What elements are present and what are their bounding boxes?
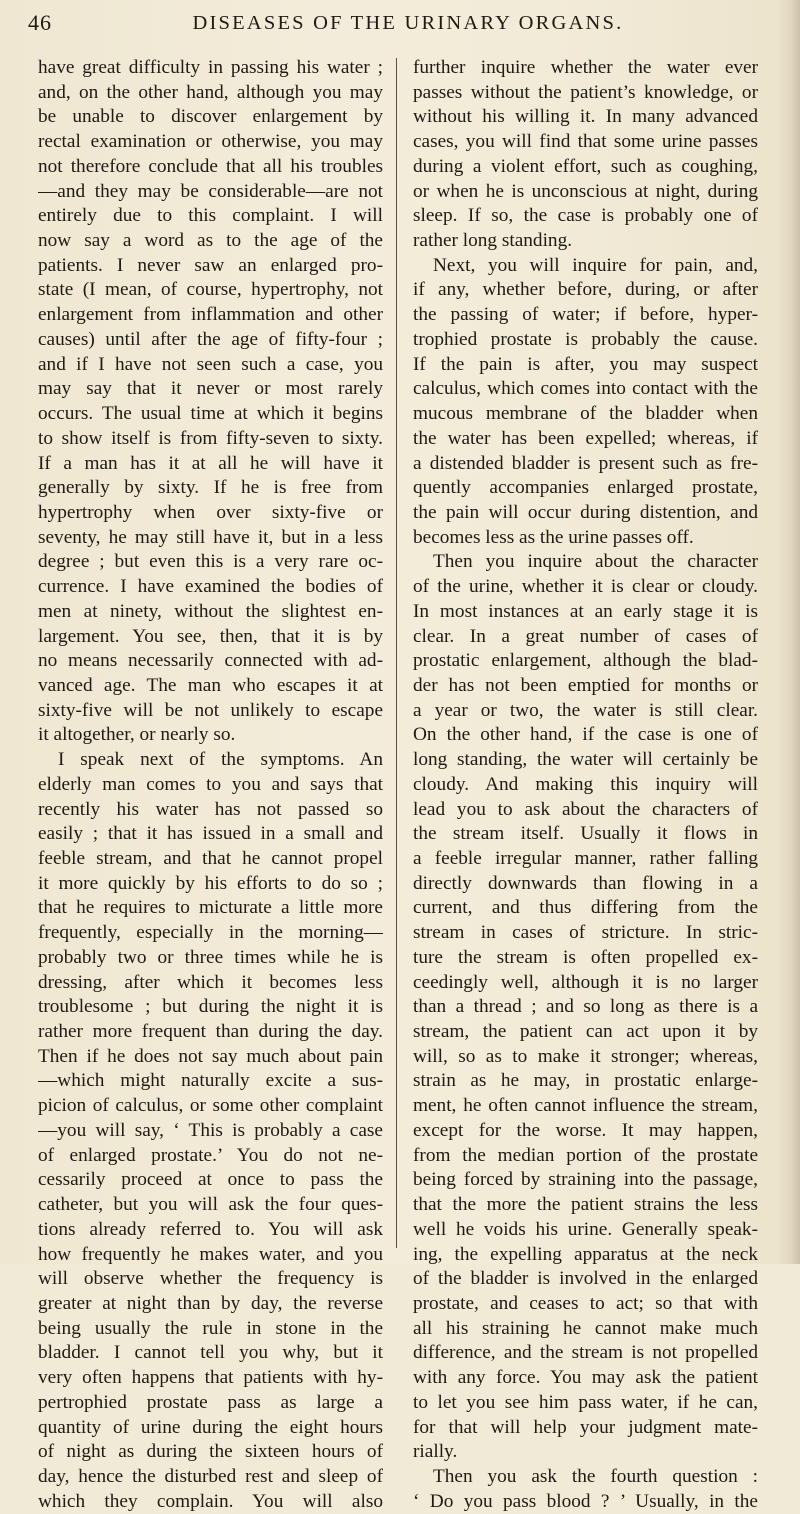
text-line: prostate, and ceases to act; so that with (413, 1292, 758, 1314)
text-line: occurs. The usual time at which it begins (38, 403, 383, 425)
text-line: long standing, the water will certainly be (413, 749, 758, 771)
text-line: clear. In a great number of cases of (413, 625, 758, 647)
running-head (28, 10, 768, 44)
text-line: Then if he does not say much about pain (38, 1045, 383, 1067)
text-line: how frequently he makes water, and you (38, 1243, 383, 1265)
page-edge-shadow (778, 0, 800, 1264)
text-line: the water has been expelled; whereas, if (413, 427, 758, 449)
text-line: all his straining he cannot make much (413, 1317, 758, 1339)
text-line: except for the worse. It may happen, (413, 1119, 758, 1141)
text-line: which they complain. You will also (38, 1490, 383, 1512)
right-text-column (413, 56, 758, 1514)
text-line: becomes less as the urine passes off. (413, 526, 694, 548)
text-line: prostatic enlargement, although the blad- (413, 650, 758, 672)
text-line: ‘ Do you pass blood ? ’ Usually, in the (413, 1490, 758, 1512)
text-line: If a man has it at all he will have it (38, 452, 383, 474)
text-line: Then you ask the fourth question : (433, 1465, 758, 1487)
text-line: frequently, especially in the morning— (38, 922, 383, 944)
text-line: tions already referred to. You will ask (38, 1218, 383, 1240)
text-line: cases, you will find that some urine passes (413, 131, 758, 153)
text-line: patients. I never saw an enlarged pro- (38, 254, 383, 276)
text-line: that he requires to micturate a little more (38, 897, 383, 919)
text-line: mucous membrane of the bladder when (413, 403, 758, 425)
text-line: strain as he may, in prostatic enlarge- (413, 1070, 758, 1092)
text-line: and, on the other hand, although you may (38, 81, 383, 103)
text-line: ture the stream is often propelled ex- (413, 946, 758, 968)
text-line: seventy, he may still have it, but in a less (38, 526, 383, 548)
text-line: for that will help your judgment mate- (413, 1416, 758, 1438)
text-line: elderly man comes to you and says that (38, 773, 383, 795)
text-line: state (I mean, of course, hypertrophy, not (38, 279, 383, 301)
text-line: of the bladder is involved in the enlarged (413, 1268, 758, 1290)
text-line: lead you to ask about the characters of (413, 798, 758, 820)
text-line: —and they may be considerable—are not (38, 180, 383, 202)
text-line: Next, you will inquire for pain, and, (433, 254, 758, 276)
text-line: troublesome ; but during the night it is (38, 996, 383, 1018)
text-line: the stream itself. Usually it flows in (413, 823, 758, 845)
text-line: easily ; that it has issued in a small and (38, 823, 383, 845)
text-line: with any force. You may ask the patient (413, 1367, 758, 1389)
text-line: stream in cases of stricture. In stric- (413, 922, 758, 944)
text-line: rectal examination or otherwise, you may (38, 131, 383, 153)
page-number: 46 (28, 10, 52, 35)
text-line: vanced age. The man who escapes it at (38, 674, 383, 696)
text-line: —you will say, ‘ This is probably a case (38, 1119, 383, 1141)
text-line: rially. (413, 1441, 458, 1463)
text-line: a distended bladder is present such as fre- (413, 452, 758, 474)
text-line: difference, and the stream is not propelled (413, 1342, 758, 1364)
text-line: to let you see him pass water, if he can, (413, 1391, 758, 1413)
text-line: men at ninety, without the slightest en- (38, 600, 383, 622)
text-line: or when he is unconscious at night, during (413, 180, 758, 202)
text-line: probably two or three times while he is (38, 946, 383, 968)
text-line: a year or two, the water is still clear. (413, 699, 758, 721)
text-line: now say a word as to the age of the (38, 230, 383, 252)
text-line: causes) until after the age of fifty-four ; (38, 328, 383, 350)
text-line: largement. You see, then, that it is by (38, 625, 383, 647)
text-line: than a thread ; and so long as there is a (413, 996, 758, 1018)
text-line: will observe whether the frequency is (38, 1268, 383, 1290)
text-line: the passing of water; if before, hyper- (413, 304, 758, 326)
text-line: stream, the patient can act upon it by (413, 1021, 758, 1043)
text-line: of night as during the sixteen hours of (38, 1441, 383, 1463)
text-line: dressing, after which it becomes less (38, 971, 383, 993)
text-line: a feeble irregular manner, rather falling (413, 848, 758, 869)
text-line: of enlarged prostate.’ You do not ne- (38, 1144, 383, 1166)
text-line: der has not been emptied for months or (413, 674, 758, 696)
text-line: cloudy. And making this inquiry will (413, 773, 758, 795)
text-line: during a violent effort, such as coughing, (413, 155, 758, 177)
text-line: of the urine, whether it is clear or cloudy. (413, 576, 758, 598)
text-line: ment, he often cannot influence the stream, (413, 1095, 758, 1117)
text-line: without his willing it. In many advanced (413, 106, 758, 128)
text-line: recently his water has not passed so (38, 798, 383, 820)
text-line: have great difficulty in passing his water ; (38, 57, 383, 78)
text-line: If the pain is after, you may suspect (413, 353, 758, 375)
text-line: quently accompanies enlarged prostate, (413, 477, 758, 499)
text-line: may say that it never or most rarely (38, 378, 383, 400)
text-line: it more quickly by his efforts to do so ; (38, 872, 383, 894)
text-line: sleep. If so, the case is probably one of (413, 205, 758, 227)
text-line: it altogether, or nearly so. (38, 724, 236, 746)
text-line: —which might naturally excite a sus- (38, 1070, 383, 1092)
text-line: In most instances at an early stage it is (413, 600, 758, 622)
text-line: not therefore conclude that all his troubles (38, 155, 383, 177)
text-line: being usually the rule in stone in the (38, 1317, 383, 1339)
text-line: be unable to discover enlargement by (38, 106, 383, 128)
text-line: pertrophied prostate pass as large a (38, 1391, 383, 1413)
text-line: sixty-five will be not unlikely to escape (38, 699, 383, 721)
text-line: currence. I have examined the bodies of (38, 576, 383, 598)
text-line: generally by sixty. If he is free from (38, 477, 383, 499)
text-line: passes without the patient’s knowledge, or (413, 81, 758, 103)
text-line: entirely due to this complaint. I will (38, 205, 383, 227)
text-line: Then you inquire about the character (433, 551, 758, 573)
text-line: from the median portion of the prostate (413, 1144, 758, 1166)
text-line: catheter, but you will ask the four ques- (38, 1194, 383, 1216)
column-divider (396, 58, 397, 1248)
text-line: calculus, which comes into contact with the (413, 378, 758, 400)
text-line: greater at night than by day, the reverse (38, 1292, 383, 1314)
text-line: ing, the expelling apparatus at the neck (413, 1243, 758, 1265)
text-line: directly downwards than flowing in a (413, 872, 758, 894)
text-line: if any, whether before, during, or after (413, 279, 758, 301)
running-title: DISEASES OF THE URINARY ORGANS. (192, 12, 624, 34)
text-line: day, hence the disturbed rest and sleep of (38, 1465, 383, 1487)
text-line: degree ; but even this is a very rare oc- (38, 551, 383, 573)
text-line: On the other hand, if the case is one of (413, 724, 758, 746)
text-line: will, so as to make it stronger; whereas, (413, 1045, 758, 1067)
text-line: and if I have not seen such a case, you (38, 353, 383, 375)
text-line: that the more the patient strains the less (413, 1194, 758, 1216)
text-line: enlargement from inflammation and other (38, 304, 383, 326)
text-line: trophied prostate is probably the cause. (413, 328, 758, 350)
text-line: current, and thus differing from the (413, 897, 758, 919)
text-line: ceedingly well, although it is no larger (413, 971, 758, 993)
text-line: very often happens that patients with hy- (38, 1367, 383, 1389)
text-line: rather long standing. (413, 230, 573, 252)
text-line: no means necessarily connected with ad- (38, 650, 383, 672)
text-line: further inquire whether the water ever (413, 57, 758, 78)
text-line: feeble stream, and that he cannot propel (38, 848, 383, 869)
text-line: well he voids his urine. Generally speak- (413, 1218, 758, 1240)
text-line: rather more frequent than during the day. (38, 1021, 383, 1043)
text-line: cessarily proceed at once to pass the (38, 1169, 383, 1191)
text-line: to show itself is from fifty-seven to sixty. (38, 427, 383, 449)
text-line: hypertrophy when over sixty-five or (38, 501, 383, 523)
text-line: the pain will occur during distention, and (413, 501, 758, 523)
text-line: quantity of urine during the eight hours (38, 1416, 383, 1438)
text-line: I speak next of the symptoms. An (58, 749, 383, 771)
text-line: picion of calculus, or some other complaint (38, 1095, 383, 1117)
left-text-column (38, 56, 383, 1514)
text-line: bladder. I cannot tell you why, but it (38, 1342, 383, 1364)
text-line: being forced by straining into the passage, (413, 1169, 758, 1191)
